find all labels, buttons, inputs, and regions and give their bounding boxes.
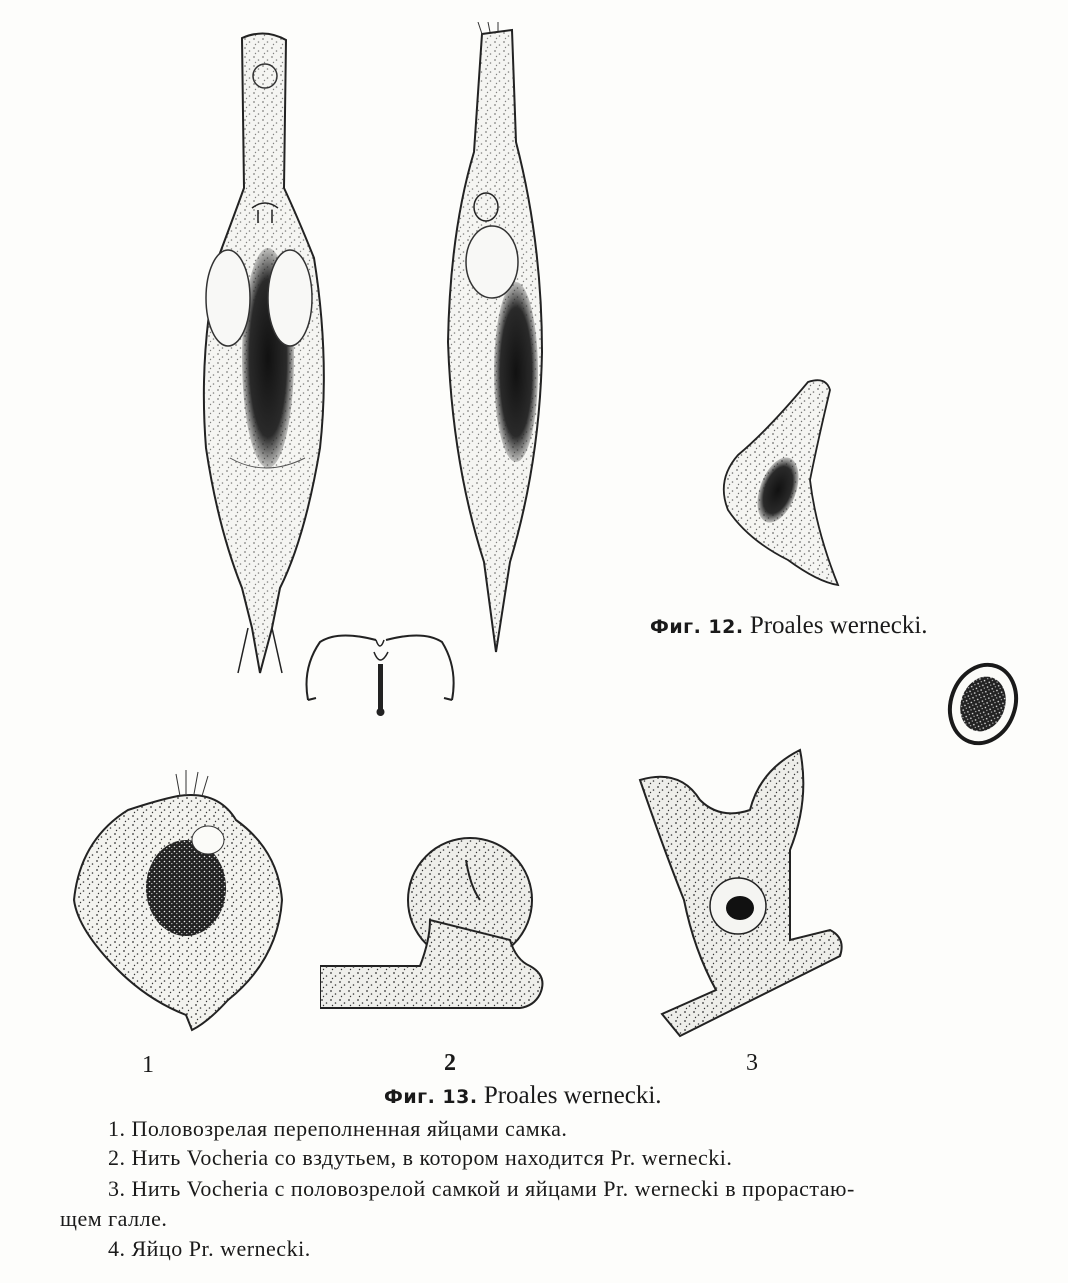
fig13-panel-number-1: 1 [142, 1052, 154, 1078]
fig13-panel3-illustration [620, 740, 850, 1040]
legend-item-2 [108, 1145, 732, 1171]
legend-text: Нить Vocheria со вздутьем, в котором находится Pr. wernecki. [131, 1145, 733, 1170]
legend-item-3-continuation [60, 1206, 167, 1232]
legend-item-3 [108, 1176, 855, 1202]
fig13-caption-text: Proales wernecki. [483, 1082, 662, 1109]
legend-number: 4. [108, 1236, 126, 1261]
fig12-rotifer-illustration [708, 360, 858, 600]
fig13-panel-number-3: 3 [746, 1050, 758, 1076]
fig13-label: Фиг. 13. [384, 1086, 478, 1108]
legend-item-4 [108, 1236, 311, 1262]
fig13-panel-number-2: 2 [444, 1050, 456, 1076]
fig12-caption [650, 612, 928, 640]
trophi-illustration [298, 628, 462, 720]
fig12-caption-text: Proales wernecki. [749, 612, 928, 639]
fig13-panel1-illustration [68, 760, 298, 1040]
fig12-label: Фиг. 12. [650, 616, 744, 638]
rotifer-dorsal-illustration [180, 28, 350, 678]
egg-illustration [945, 660, 1025, 752]
legend-item-1 [108, 1116, 567, 1142]
fig13-caption [384, 1082, 662, 1110]
legend-number: 2. [108, 1145, 126, 1170]
legend-number: 1. [108, 1116, 126, 1141]
legend-number: 3. [108, 1176, 126, 1201]
legend-text: Нить Vocheria с половозрелой самкой и яйцами Pr. wernecki в прорастаю- [131, 1176, 855, 1201]
fig13-panel2-illustration [320, 800, 550, 1030]
rotifer-lateral-illustration [430, 22, 560, 662]
legend-text-continuation: щем галле. [60, 1206, 168, 1231]
legend-text: Половозрелая переполненная яйцами самка. [131, 1116, 568, 1141]
legend-text: Яйцо Pr. wernecki. [131, 1236, 311, 1261]
